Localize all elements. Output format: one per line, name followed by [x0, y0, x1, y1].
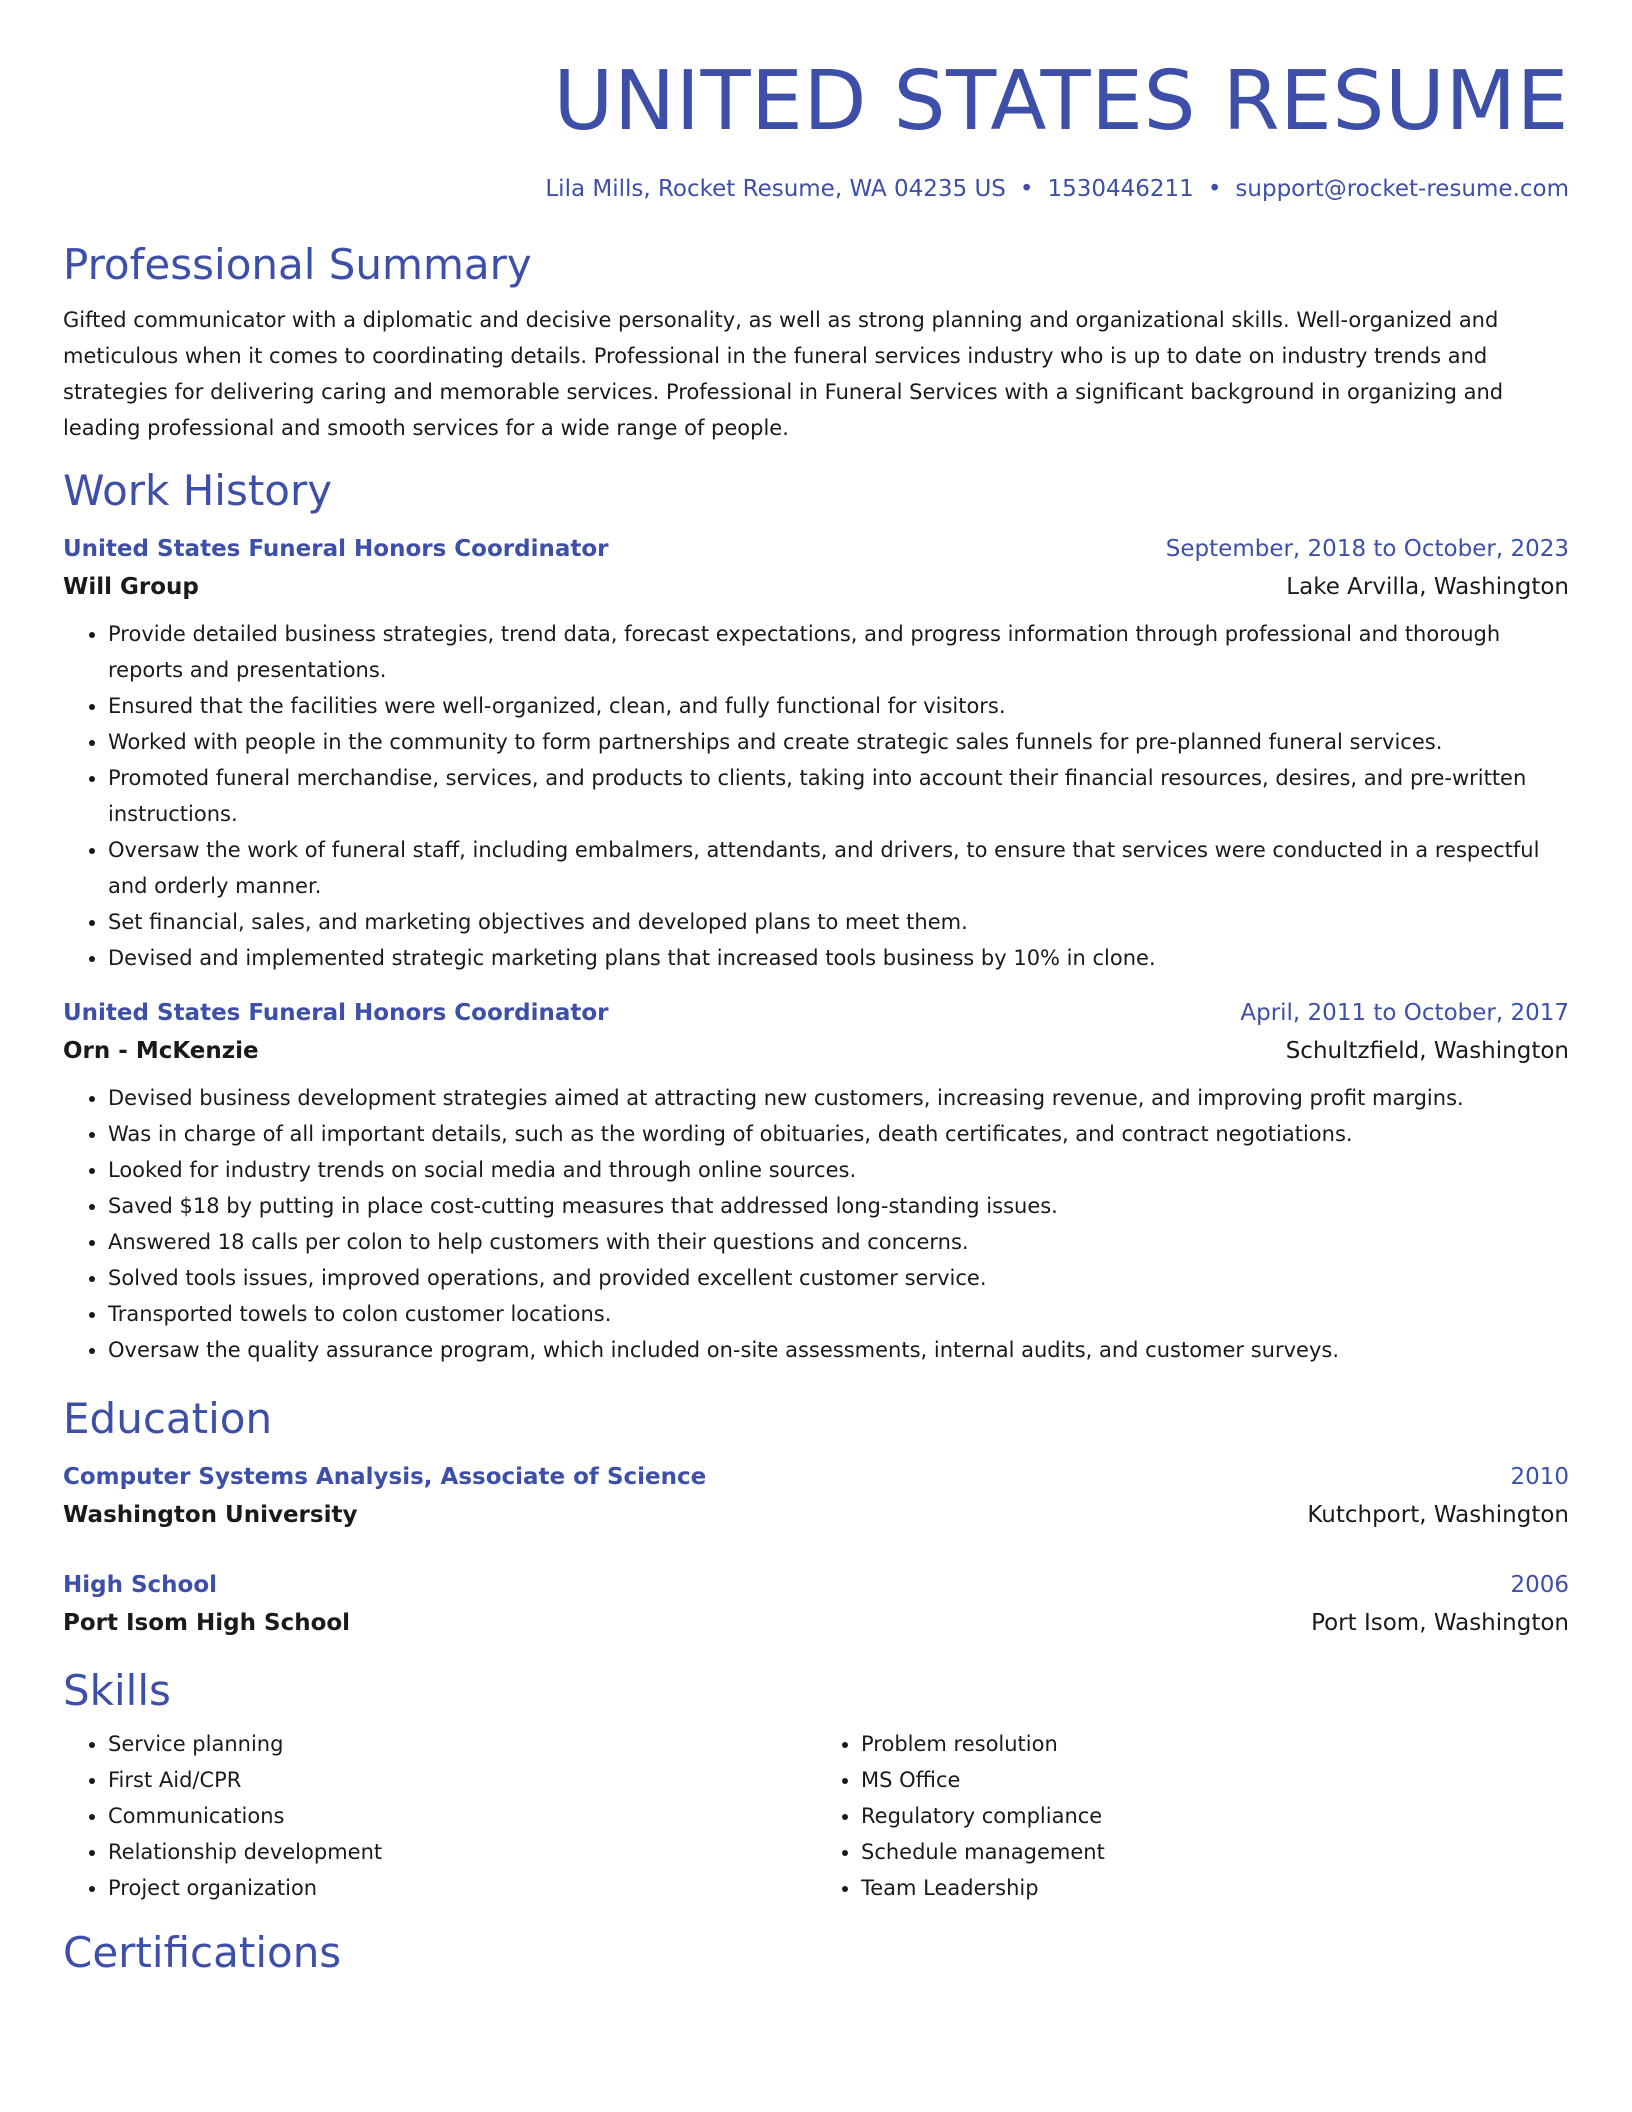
section-heading-summary: Professional Summary	[63, 240, 532, 289]
resume-title: UNITED STATES RESUME	[553, 54, 1569, 149]
job-bullets	[63, 1080, 1569, 1368]
job-company: Will Group	[63, 574, 199, 600]
job-bullet: • Devised and implemented strategic marketing plans that increased tools business by 10% in clone.	[108, 940, 1569, 976]
skill-item: • Relationship development	[108, 1834, 816, 1870]
summary-text: Gifted communicator with a diplomatic and decisive personality, as well as strong planning and organizational skills. Well-organized and meticulous when it comes to coordinating details. Professional in the funeral services industry who is up to date on industry trends and strategies for delivering caring and memorable services. Professional in Funeral Services with a significant background in organizing and leading professional and smooth services for a wide range of people.	[63, 308, 1504, 440]
job-location: Schultzfield, Washington	[1285, 1038, 1569, 1064]
skill-item: • Communications	[108, 1798, 816, 1834]
job-bullet: • Ensured that the facilities were well-organized, clean, and fully functional for visitors.	[108, 688, 1569, 724]
skill-item: • MS Office	[861, 1762, 1569, 1798]
job-title: United States Funeral Honors Coordinator	[63, 536, 609, 562]
education-year: 2006	[1510, 1572, 1569, 1598]
job-title: United States Funeral Honors Coordinator	[63, 1000, 609, 1026]
education-location: Port Isom, Washington	[1311, 1610, 1569, 1636]
contact-line	[63, 174, 1569, 204]
job-dates: April, 2011 to October, 2017	[1240, 1000, 1569, 1026]
job-bullet: • Worked with people in the community to form partnerships and create strategic sales funnels for pre-planned funeral services.	[108, 724, 1569, 760]
job-bullet: • Answered 18 calls per colon to help customers with their questions and concerns.	[108, 1224, 1569, 1260]
job-company: Orn - McKenzie	[63, 1038, 259, 1064]
job-bullet: • Promoted funeral merchandise, services, and products to clients, taking into account their financial resources, desires, and pre-written instructions.	[108, 760, 1569, 832]
skill-item: • Project organization	[108, 1870, 816, 1906]
skill-item: • Problem resolution	[861, 1726, 1569, 1762]
job-location: Lake Arvilla, Washington	[1286, 574, 1569, 600]
section-heading-skills: Skills	[63, 1666, 171, 1715]
job-bullet: • Set financial, sales, and marketing objectives and developed plans to meet them.	[108, 904, 1569, 940]
section-heading-certifications: Certifications	[63, 1928, 342, 1977]
education-school: Port Isom High School	[63, 1610, 351, 1636]
section-heading-work: Work History	[63, 466, 333, 515]
job-bullet: • Solved tools issues, improved operations, and provided excellent customer service.	[108, 1260, 1569, 1296]
skill-item: • First Aid/CPR	[108, 1762, 816, 1798]
job-entry	[63, 994, 1569, 1368]
job-bullet: • Transported towels to colon customer locations.	[108, 1296, 1569, 1332]
job-bullet: • Was in charge of all important details, such as the wording of obituaries, death certificates, and contract negotiations.	[108, 1116, 1569, 1152]
job-bullet: • Oversaw the work of funeral staff, including embalmers, attendants, and drivers, to ensure that services were conducted in a respectful and orderly manner.	[108, 832, 1569, 904]
job-bullet: • Devised business development strategies aimed at attracting new customers, increasing revenue, and improving profit margins.	[108, 1080, 1569, 1116]
skill-item: • Regulatory compliance	[861, 1798, 1569, 1834]
education-school: Washington University	[63, 1502, 358, 1528]
skill-item: • Schedule management	[861, 1834, 1569, 1870]
job-bullet: • Oversaw the quality assurance program, which included on-site assessments, internal audits, and customer surveys.	[108, 1332, 1569, 1368]
section-heading-education: Education	[63, 1394, 273, 1443]
contact-separator: •	[1019, 176, 1034, 202]
job-bullet: • Provide detailed business strategies, trend data, forecast expectations, and progress information through professional and thorough reports and presentations.	[108, 616, 1569, 688]
contact-address: Lila Mills, Rocket Resume, WA 04235 US	[545, 176, 1006, 202]
contact-email[interactable]: support@rocket-resume.com	[1235, 176, 1569, 202]
job-bullet: • Looked for industry trends on social media and through online sources.	[108, 1152, 1569, 1188]
job-dates: September, 2018 to October, 2023	[1165, 536, 1569, 562]
education-entry	[63, 1566, 1569, 1642]
education-degree: High School	[63, 1572, 218, 1598]
job-bullet: • Saved $18 by putting in place cost-cutting measures that addressed long-standing issues.	[108, 1188, 1569, 1224]
job-bullets	[63, 616, 1569, 976]
contact-separator: •	[1207, 176, 1222, 202]
skills-column-left	[63, 1726, 816, 1906]
skill-item: • Team Leadership	[861, 1870, 1569, 1906]
education-year: 2010	[1510, 1464, 1569, 1490]
contact-phone: 1530446211	[1047, 176, 1194, 202]
education-entry	[63, 1458, 1569, 1534]
job-entry	[63, 530, 1569, 976]
skill-item: • Service planning	[108, 1726, 816, 1762]
education-location: Kutchport, Washington	[1307, 1502, 1569, 1528]
education-degree: Computer Systems Analysis, Associate of Science	[63, 1464, 707, 1490]
skills-list	[63, 1726, 1569, 1906]
skills-column-right	[816, 1726, 1569, 1906]
